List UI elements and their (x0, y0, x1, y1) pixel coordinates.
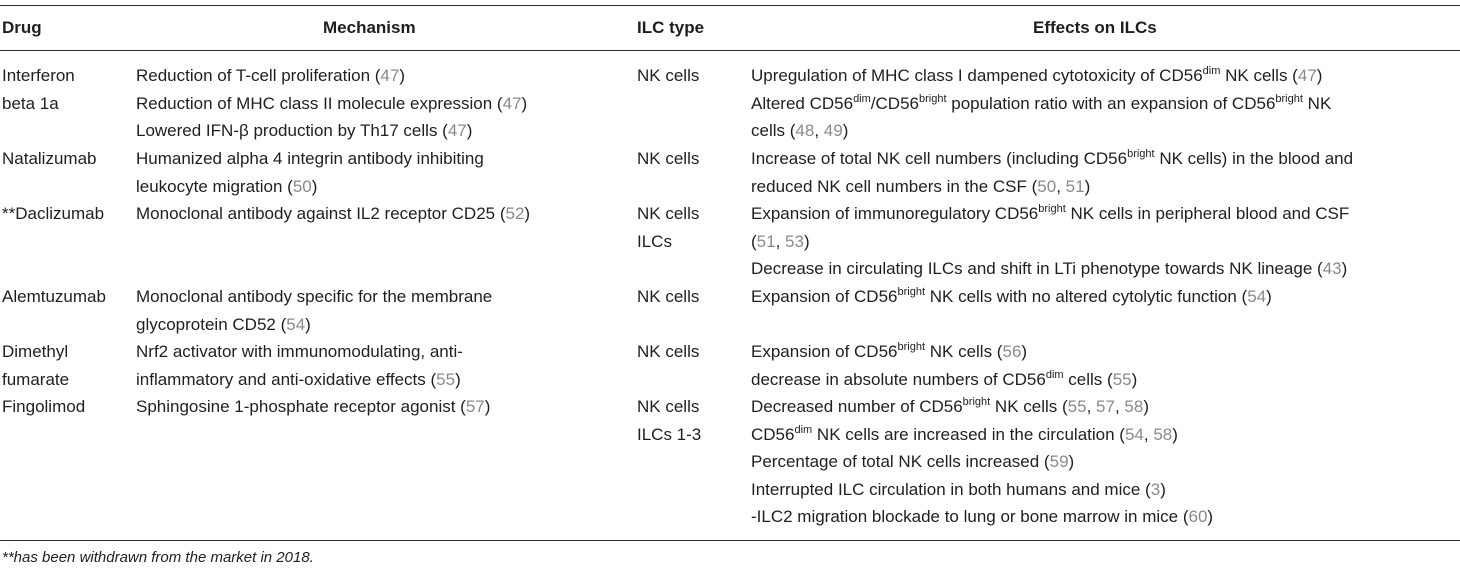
reference-link[interactable]: 51 (1065, 176, 1085, 196)
effects-cell-line (751, 366, 1137, 394)
superscript: bright (1275, 92, 1303, 105)
reference-link[interactable]: 55 (1112, 369, 1132, 389)
drug-cell-line: Natalizumab (2, 149, 97, 168)
header-mechanism: Mechanism (323, 18, 416, 37)
text-segment: NK cells in peripheral blood and CSF (1065, 204, 1350, 223)
text-segment: , (1056, 176, 1066, 196)
drug-cell (2, 200, 104, 228)
text-segment: ) (1021, 342, 1028, 361)
drug-cell (2, 283, 106, 311)
effects-cell (751, 338, 1137, 393)
reference-link[interactable]: 53 (785, 231, 804, 251)
superscript: bright (1038, 203, 1066, 215)
effects-cell (751, 200, 1349, 283)
text-segment: ) (1160, 479, 1166, 499)
effects-cell-line (751, 476, 1213, 504)
text-segment: CD56 (751, 424, 795, 444)
effects-cell-line (751, 448, 1213, 476)
ilc-type-cell (637, 200, 699, 255)
header-drug: Drug (2, 18, 42, 37)
reference-link[interactable]: 47 (380, 66, 400, 85)
text-segment: ) (1341, 259, 1348, 278)
text-segment: Expansion of CD56 (751, 287, 898, 306)
mechanism-cell (136, 393, 490, 421)
text-segment: population ratio with an expansion of CD56 (946, 93, 1276, 113)
text-segment: ) (1068, 452, 1075, 471)
effects-cell-line (751, 338, 1137, 366)
reference-link[interactable]: 54 (1124, 424, 1144, 444)
text-segment: NK (1302, 93, 1332, 113)
bottom-rule (0, 540, 1460, 541)
text-segment: Humanized alpha 4 integrin antibody inhibiting (136, 149, 484, 168)
text-segment: Reduction of T-cell proliferation ( (136, 66, 381, 85)
text-segment: cells ( (751, 121, 796, 140)
text-segment: Lowered IFN-β production by Th17 cells ( (136, 121, 448, 140)
text-segment: ) (1266, 287, 1272, 306)
text-segment: ) (399, 66, 406, 85)
effects-cell (751, 393, 1213, 531)
ilc-type-cell-line: NK cells (637, 204, 700, 223)
reference-link[interactable]: 54 (1247, 287, 1267, 306)
text-segment: NK cells) in the blood and (1154, 149, 1354, 168)
mechanism-cell-line (136, 173, 484, 201)
ilc-type-cell-line: ILCs (637, 231, 672, 251)
superscript: bright (897, 286, 926, 298)
ilc-type-cell (637, 62, 699, 90)
effects-cell (751, 283, 1272, 311)
reference-link[interactable]: 59 (1049, 452, 1069, 471)
text-segment: inflammatory and anti-oxidative effects ( (136, 369, 437, 389)
text-segment: leukocyte migration ( (136, 176, 293, 196)
ilc-type-cell-line: NK cells (637, 287, 700, 306)
mechanism-cell (136, 200, 530, 228)
mechanism-cell-line (136, 117, 527, 145)
reference-link[interactable]: 57 (1096, 397, 1115, 416)
effects-cell-line (751, 200, 1349, 228)
text-segment: , (1114, 397, 1125, 416)
ilc-type-cell (637, 338, 699, 366)
mechanism-cell-line (136, 200, 530, 228)
mechanism-cell (136, 283, 492, 338)
superscript: dim (853, 92, 871, 105)
mechanism-cell-line (136, 338, 463, 366)
reference-link[interactable]: 48 (795, 121, 815, 140)
reference-link[interactable]: 55 (1067, 397, 1087, 416)
superscript: dim (794, 423, 813, 436)
reference-link[interactable]: 3 (1150, 479, 1161, 499)
reference-link[interactable]: 47 (447, 121, 467, 140)
text-segment: Increase of total NK cell numbers (including CD56 (751, 149, 1128, 168)
effects-cell-line (751, 255, 1349, 283)
effects-cell-line (751, 421, 1213, 449)
header-effects: Effects on ILCs (1033, 18, 1157, 37)
text-segment: Interrupted ILC circulation in both humans and mice ( (751, 479, 1151, 499)
mechanism-cell-line (136, 62, 527, 90)
effects-cell (751, 145, 1353, 200)
reference-link[interactable]: 55 (436, 369, 456, 389)
drug-cell-line: Interferon (2, 66, 75, 85)
text-segment: ) (484, 397, 491, 416)
effects-cell-line (751, 62, 1331, 90)
reference-link[interactable]: 50 (1037, 176, 1057, 196)
text-segment: decrease in absolute numbers of CD56 (751, 369, 1046, 389)
mechanism-cell-line (136, 366, 463, 394)
drug-cell-line: **Daclizumab (2, 204, 105, 223)
mechanism-cell-line (136, 145, 484, 173)
reference-link[interactable]: 43 (1322, 259, 1342, 278)
text-segment: Sphingosine 1-phosphate receptor agonist ( (136, 397, 466, 416)
text-segment: glycoprotein CD52 ( (136, 314, 287, 334)
drug-cell (2, 145, 97, 173)
reference-link[interactable]: 47 (1297, 66, 1317, 85)
text-segment: cells ( (1063, 369, 1113, 389)
text-segment: Expansion of immunoregulatory CD56 (751, 204, 1039, 223)
mechanism-cell (136, 145, 484, 200)
text-segment: Upregulation of MHC class I dampened cytotoxicity of CD56 (751, 66, 1203, 85)
text-segment: ) (1316, 66, 1323, 85)
text-segment: Percentage of total NK cells increased ( (751, 452, 1050, 471)
ilc-type-cell (637, 145, 699, 173)
reference-link[interactable]: 54 (286, 314, 306, 334)
reference-link[interactable]: 49 (823, 121, 843, 140)
text-segment: ) (1172, 424, 1178, 444)
footnote: **has been withdrawn from the market in 2018. (2, 549, 314, 566)
drug-cell (2, 62, 75, 117)
text-segment: NK cells ( (1220, 66, 1298, 85)
effects-cell-line (751, 90, 1331, 118)
text-segment: Monoclonal antibody specific for the membrane (136, 287, 493, 306)
text-segment: , (1143, 424, 1154, 444)
drug-cell-line: Fingolimod (2, 397, 86, 416)
effects-cell-line (751, 393, 1213, 421)
ilc-type-cell (637, 393, 701, 448)
ilc-type-cell-line: NK cells (637, 66, 700, 85)
effects-cell-line (751, 145, 1353, 173)
text-segment: Monoclonal antibody against IL2 receptor CD25 ( (136, 204, 506, 223)
header-rule (0, 50, 1460, 51)
reference-link[interactable]: 52 (505, 204, 525, 223)
text-segment: ) (1143, 397, 1150, 416)
text-segment: ( (751, 231, 757, 251)
reference-link[interactable]: 60 (1188, 507, 1208, 526)
header-ilc-type: ILC type (637, 18, 705, 37)
effects-cell (751, 62, 1331, 145)
reference-link[interactable]: 47 (502, 93, 522, 113)
text-segment: ) (466, 121, 473, 140)
text-segment: ) (455, 369, 461, 389)
text-segment: , (1086, 397, 1097, 416)
text-segment: ) (305, 314, 311, 334)
effects-cell-line (751, 503, 1213, 531)
text-segment: NK cells ( (990, 397, 1068, 416)
text-segment: ) (524, 204, 531, 223)
reference-link[interactable]: 58 (1153, 424, 1173, 444)
effects-cell-line (751, 173, 1353, 201)
mechanism-cell (136, 338, 463, 393)
mechanism-cell-line (136, 283, 492, 311)
mechanism-cell (136, 62, 527, 145)
ilc-type-cell-line: ILCs 1-3 (637, 424, 702, 444)
text-segment: NK cells ( (925, 342, 1003, 361)
text-segment: Decreased number of CD56 (751, 397, 963, 416)
superscript: bright (962, 396, 991, 408)
mechanism-cell-line (136, 90, 527, 118)
superscript: dim (1202, 65, 1221, 77)
text-segment: /CD56 (870, 93, 919, 113)
drug-cell (2, 338, 69, 393)
text-segment: ) (311, 176, 318, 196)
mechanism-cell-line (136, 393, 490, 421)
text-segment: Expansion of CD56 (751, 342, 898, 361)
text-segment: Altered CD56 (751, 93, 854, 113)
reference-link[interactable]: 56 (1002, 342, 1022, 361)
text-segment: ) (1131, 369, 1138, 389)
text-segment: Nrf2 activator with immunomodulating, anti- (136, 342, 463, 361)
ilc-type-cell-line: NK cells (637, 397, 700, 416)
text-segment: , (775, 231, 786, 251)
text-segment: NK cells are increased in the circulation ( (812, 424, 1125, 444)
effects-cell-line (751, 117, 1331, 145)
text-segment: ) (521, 93, 528, 113)
effects-cell-line (751, 283, 1272, 311)
ilc-type-cell-line: NK cells (637, 342, 700, 361)
ilc-type-cell (637, 283, 699, 311)
drug-cell-line: Dimethyl (2, 342, 69, 361)
reference-link[interactable]: 50 (292, 176, 312, 196)
text-segment: Reduction of MHC class II molecule expression ( (136, 93, 503, 113)
top-rule (0, 5, 1460, 6)
ilc-type-cell-line: NK cells (637, 149, 700, 168)
drug-cell-line: beta 1a (2, 93, 59, 113)
superscript: bright (897, 341, 926, 353)
text-segment: ) (1084, 176, 1091, 196)
reference-link[interactable]: 57 (465, 397, 485, 416)
text-segment: reduced NK cell numbers in the CSF ( (751, 176, 1038, 196)
text-segment: NK cells with no altered cytolytic function ( (925, 287, 1248, 306)
drug-cell-line: Alemtuzumab (2, 287, 106, 306)
superscript: bright (918, 92, 947, 105)
text-segment: -ILC2 migration blockade to lung or bone marrow in mice ( (751, 507, 1189, 526)
superscript: bright (1127, 148, 1155, 160)
text-segment: ) (842, 121, 849, 140)
drug-cell (2, 393, 85, 421)
text-segment: ) (803, 231, 810, 251)
effects-cell-line (751, 228, 1349, 256)
text-segment: , (814, 121, 824, 140)
superscript: dim (1045, 368, 1064, 381)
reference-link[interactable]: 51 (756, 231, 776, 251)
reference-link[interactable]: 58 (1124, 397, 1144, 416)
text-segment: Decrease in circulating ILCs and shift in LTi phenotype towards NK lineage ( (751, 259, 1323, 278)
text-segment: ) (1207, 507, 1214, 526)
drug-cell-line: fumarate (2, 369, 70, 389)
mechanism-cell-line (136, 311, 492, 339)
